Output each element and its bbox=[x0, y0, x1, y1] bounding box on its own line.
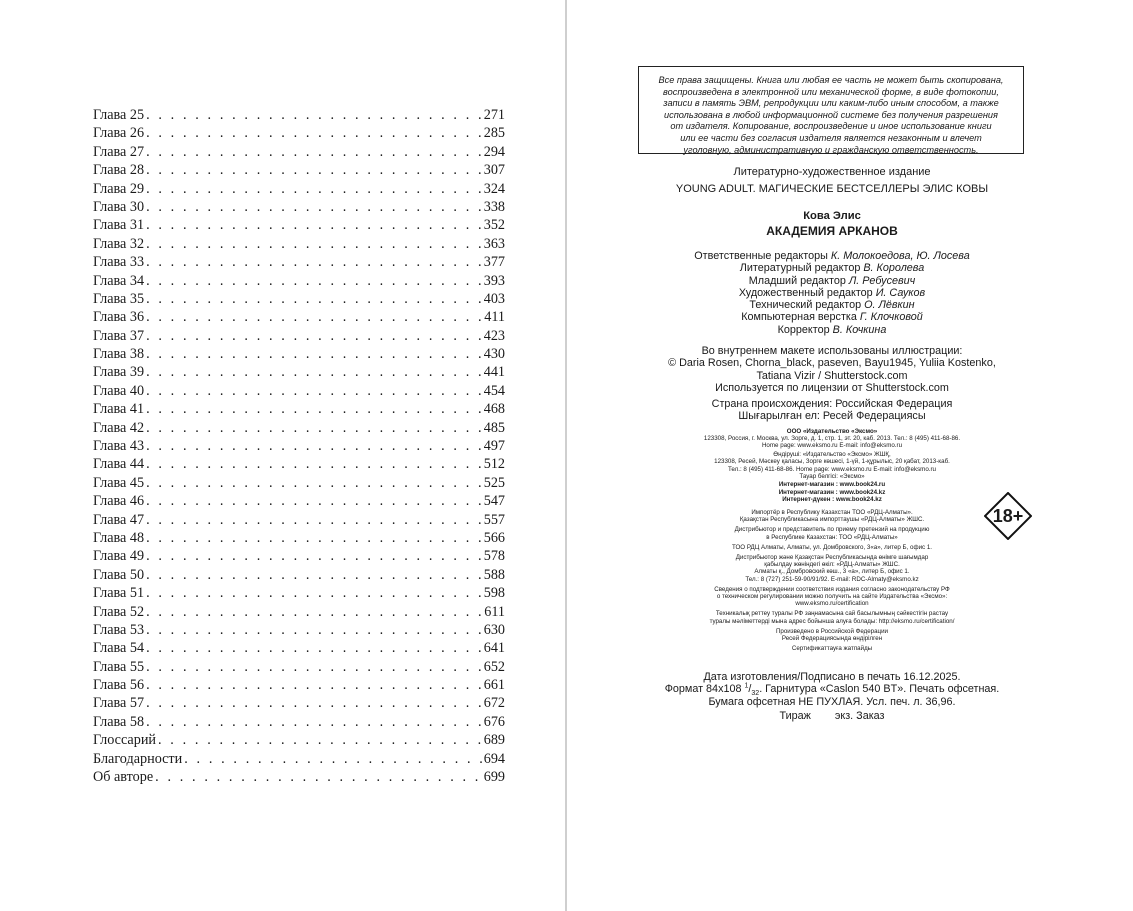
credit-line bbox=[637, 311, 1027, 323]
toc-dot-leader bbox=[146, 327, 482, 345]
toc-entry bbox=[93, 584, 505, 602]
toc-entry bbox=[93, 161, 505, 179]
toc-entry-page: 611 bbox=[484, 603, 505, 620]
toc-entry bbox=[93, 143, 505, 161]
importer-line: туралы мәліметтерді мына адрес бойынша алуға болады: http://eksmo.ru/certification/ bbox=[709, 617, 955, 625]
importer-line: Алматы қ., Домбровский көш., 3 «а», литер Б, офис 1. bbox=[754, 568, 910, 576]
toc-entry-title: Глава 50 bbox=[93, 566, 145, 583]
toc-entry bbox=[93, 124, 505, 142]
toc-dot-leader bbox=[146, 308, 482, 326]
toc-entry-title: Глава 54 bbox=[93, 640, 145, 657]
toc-entry-title: Глава 29 bbox=[93, 180, 145, 197]
toc-entry-page: 525 bbox=[483, 474, 505, 491]
format-fraction-denominator: 32 bbox=[751, 690, 760, 698]
toc-entry-title: Глава 39 bbox=[93, 364, 145, 381]
toc-dot-leader bbox=[158, 731, 482, 749]
toc-entry bbox=[93, 235, 505, 253]
toc-dot-leader bbox=[146, 419, 482, 437]
toc-dot-leader bbox=[146, 180, 482, 198]
toc-entry-title: Глава 43 bbox=[93, 438, 145, 455]
toc-entry-title: Глава 35 bbox=[93, 290, 145, 307]
toc-entry-page: 497 bbox=[483, 438, 505, 455]
toc-entry bbox=[93, 492, 505, 510]
toc-entry-page: 454 bbox=[483, 382, 505, 399]
credit-line bbox=[637, 299, 1027, 311]
toc-entry-title: Глава 47 bbox=[93, 511, 145, 528]
toc-entry bbox=[93, 345, 505, 363]
toc-entry bbox=[93, 308, 505, 326]
toc-dot-leader bbox=[146, 400, 482, 418]
toc-entry bbox=[93, 603, 505, 621]
toc-entry bbox=[93, 547, 505, 565]
toc-entry-title: Глава 42 bbox=[93, 419, 145, 436]
toc-entry-page: 630 bbox=[483, 621, 505, 638]
toc-entry-title: Благодарности bbox=[93, 750, 183, 767]
credit-line bbox=[637, 287, 1027, 299]
importer-line: Ресей Федерациясында өндірілген bbox=[781, 635, 883, 643]
credit-name: Г. Клочковой bbox=[859, 311, 923, 324]
credit-line bbox=[637, 250, 1027, 262]
paper-info: Бумага офсетная НЕ ПУХЛАЯ. Усл. печ. л. 36,96. bbox=[708, 695, 956, 708]
book-header bbox=[637, 209, 1027, 239]
toc-entry-page: 363 bbox=[483, 235, 505, 252]
toc-entry-page: 661 bbox=[483, 677, 505, 694]
table-of-contents bbox=[93, 106, 505, 786]
toc-entry bbox=[93, 474, 505, 492]
toc-entry-page: 393 bbox=[483, 272, 505, 289]
toc-entry-title: Глава 58 bbox=[93, 713, 145, 730]
toc-entry bbox=[93, 253, 505, 271]
toc-entry bbox=[93, 327, 505, 345]
copyright-line: воспроизведена в электронной или механической форме, в виде фотокопии, bbox=[663, 86, 999, 97]
importer-line: Дистрибьютор және Қазақстан Республикасында өнімге шағымдар bbox=[735, 554, 929, 562]
right-page bbox=[567, 0, 1133, 911]
publisher-line: Интернет-магазин : www.book24.ru bbox=[778, 481, 886, 489]
country-of-origin bbox=[637, 398, 1027, 423]
toc-dot-leader bbox=[146, 584, 482, 602]
credit-name: Л. Ребусевич bbox=[848, 274, 916, 287]
toc-entry-page: 694 bbox=[483, 750, 505, 767]
toc-entry-title: Глава 45 bbox=[93, 474, 145, 491]
toc-entry bbox=[93, 566, 505, 584]
toc-entry-page: 652 bbox=[483, 658, 505, 675]
toc-dot-leader bbox=[146, 382, 482, 400]
credit-role: Ответственные редакторы bbox=[694, 250, 828, 262]
toc-dot-leader bbox=[146, 694, 482, 712]
toc-entry-title: Глава 27 bbox=[93, 143, 145, 160]
publisher-line: ООО «Издательство «Эксмо» bbox=[786, 428, 878, 435]
toc-entry-page: 547 bbox=[483, 493, 505, 510]
importer-line: о техническом регулировании можно получить на сайте Издательства «Эксмо»: bbox=[716, 593, 948, 601]
toc-entry-page: 338 bbox=[483, 198, 505, 215]
toc-entry-page: 271 bbox=[483, 106, 505, 123]
toc-dot-leader bbox=[146, 529, 482, 547]
illustration-line: Tatiana Vizir / Shutterstock.com bbox=[756, 369, 908, 382]
toc-dot-leader bbox=[155, 768, 482, 786]
print-run: Тираж экз. Заказ bbox=[779, 709, 885, 722]
age-rating-badge bbox=[984, 492, 1032, 540]
toc-entry bbox=[93, 639, 505, 657]
illustration-line: Используется по лицензии от Shutterstock.com bbox=[715, 381, 949, 394]
toc-dot-leader bbox=[146, 566, 482, 584]
toc-dot-leader bbox=[146, 603, 482, 621]
toc-entry bbox=[93, 363, 505, 381]
toc-entry-title: Глава 44 bbox=[93, 456, 145, 473]
toc-entry-title: Глава 57 bbox=[93, 695, 145, 712]
toc-dot-leader bbox=[146, 713, 482, 731]
publisher-line: Интернет-магазин : www.book24.kz bbox=[778, 488, 886, 496]
copyright-line: от издателя. Копирование, воспроизведение и иное использование книги bbox=[670, 121, 992, 132]
toc-dot-leader bbox=[146, 363, 482, 381]
toc-entry bbox=[93, 198, 505, 216]
publisher-line: Тел.: 8 (495) 411-68-86. Home page: www.eksmo.ru E-mail: info@eksmo.ru bbox=[728, 465, 936, 473]
toc-dot-leader bbox=[146, 143, 482, 161]
importer-line: Техникалық реттеу туралы РФ заңнамасына сай басылымның сәйкестігін растау bbox=[715, 610, 949, 618]
toc-entry-page: 512 bbox=[483, 456, 505, 473]
toc-entry-title: Глава 30 bbox=[93, 198, 145, 215]
toc-entry-page: 676 bbox=[483, 713, 505, 730]
author-name: Кова Элис bbox=[803, 210, 861, 222]
toc-dot-leader bbox=[146, 345, 482, 363]
importer-line: Қазақстан Республикасына импорттаушы «РДЦ-Алматы» ЖШС. bbox=[739, 516, 925, 524]
toc-dot-leader bbox=[146, 547, 482, 565]
credit-role: Младший редактор bbox=[748, 274, 846, 287]
toc-dot-leader bbox=[146, 455, 482, 473]
editorial-credits bbox=[637, 250, 1027, 336]
toc-entry-page: 411 bbox=[484, 309, 505, 326]
toc-dot-leader bbox=[146, 216, 482, 234]
publisher-line: Интернет-дүкен : www.book24.kz bbox=[782, 495, 882, 503]
toc-dot-leader bbox=[146, 272, 482, 290]
toc-entry-title: Глава 25 bbox=[93, 106, 145, 123]
importer-line: ТОО РДЦ Алматы, Алматы, ул. Домбровского, 3«а», литер Б, офис 1. bbox=[731, 543, 933, 551]
format-prefix: Формат 84x108 bbox=[664, 683, 742, 696]
toc-dot-leader bbox=[146, 290, 482, 308]
toc-entry-page: 689 bbox=[483, 732, 505, 749]
toc-entry bbox=[93, 621, 505, 639]
toc-entry-page: 377 bbox=[483, 254, 505, 271]
toc-dot-leader bbox=[146, 198, 482, 216]
toc-entry bbox=[93, 400, 505, 418]
publisher-line: 123308, Россия, г. Москва, ул. Зорге, д. 1, стр. 1, эт. 20, каб. 2013. Тел.: 8 (495) 411-68-86. bbox=[703, 435, 961, 443]
toc-entry bbox=[93, 750, 505, 768]
toc-entry-title: Глава 52 bbox=[93, 603, 145, 620]
illustration-line: © Daria Rosen, Chorna_black, paseven, Bayu1945, Yuliia Kostenko, bbox=[668, 357, 996, 370]
credit-role: Корректор bbox=[777, 323, 830, 336]
credit-line bbox=[637, 262, 1027, 274]
illustration-line: Во внутреннем макете использованы иллюстрации: bbox=[701, 345, 963, 357]
toc-dot-leader bbox=[146, 621, 482, 639]
toc-entry bbox=[93, 713, 505, 731]
toc-entry-title: Глава 49 bbox=[93, 548, 145, 565]
toc-entry-title: Глава 36 bbox=[93, 309, 145, 326]
toc-entry bbox=[93, 731, 505, 749]
toc-entry-title: Глава 32 bbox=[93, 235, 145, 252]
toc-entry-title: Глава 34 bbox=[93, 272, 145, 289]
toc-entry-title: Глава 46 bbox=[93, 493, 145, 510]
toc-entry-title: Глава 40 bbox=[93, 382, 145, 399]
toc-entry-page: 285 bbox=[483, 125, 505, 142]
toc-entry-page: 485 bbox=[483, 419, 505, 436]
toc-entry-page: 324 bbox=[483, 180, 505, 197]
credit-name: И. Сауков bbox=[875, 286, 926, 299]
production-info bbox=[637, 671, 1027, 722]
toc-entry bbox=[93, 676, 505, 694]
importer-line: қабылдау жөніндегі өкіл: «РДЦ-Алматы» ЖШС. bbox=[764, 561, 900, 569]
toc-entry-page: 578 bbox=[483, 548, 505, 565]
importer-line: Произведено в Российской Федерации bbox=[775, 627, 889, 635]
credit-role: Литературный редактор bbox=[739, 262, 861, 275]
importer-line: Сертификаттауға жатпайды bbox=[791, 645, 873, 653]
toc-entry bbox=[93, 658, 505, 676]
toc-dot-leader bbox=[146, 437, 482, 455]
format-suffix: . Гарнитура «Caslon 540 BT». Печать офсетная. bbox=[759, 683, 1000, 696]
toc-entry bbox=[93, 768, 505, 786]
toc-entry-page: 672 bbox=[483, 695, 505, 712]
toc-entry bbox=[93, 216, 505, 234]
toc-entry bbox=[93, 382, 505, 400]
format-fraction-numerator: 1 bbox=[744, 682, 749, 690]
toc-dot-leader bbox=[146, 106, 482, 124]
toc-entry-title: Глоссарий bbox=[93, 732, 157, 749]
toc-entry-title: Глава 37 bbox=[93, 327, 145, 344]
toc-dot-leader bbox=[146, 639, 482, 657]
publisher-line: Өндіруші: «Издательство «Эксмо» ЖШҚ, bbox=[773, 451, 891, 459]
toc-entry-title: Глава 55 bbox=[93, 658, 145, 675]
toc-entry-page: 352 bbox=[483, 217, 505, 234]
toc-entry-page: 430 bbox=[483, 346, 505, 363]
toc-entry-title: Об авторе bbox=[93, 769, 154, 786]
toc-entry-page: 598 bbox=[483, 585, 505, 602]
publisher-fine-print bbox=[637, 428, 1027, 503]
edition-info bbox=[637, 166, 1027, 196]
toc-entry-title: Глава 31 bbox=[93, 217, 145, 234]
toc-entry bbox=[93, 272, 505, 290]
toc-entry bbox=[93, 437, 505, 455]
copyright-line: или ее части без согласия издателя является незаконным и влечет bbox=[680, 132, 982, 143]
print-date: Дата изготовления/Подписано в печать 16.12.2025. bbox=[703, 671, 961, 683]
toc-entry-page: 441 bbox=[483, 364, 505, 381]
toc-entry-title: Глава 26 bbox=[93, 125, 145, 142]
toc-entry bbox=[93, 695, 505, 713]
toc-entry-page: 423 bbox=[483, 327, 505, 344]
toc-entry-title: Глава 33 bbox=[93, 254, 145, 271]
toc-entry-title: Глава 53 bbox=[93, 621, 145, 638]
toc-entry-page: 699 bbox=[483, 769, 505, 786]
left-page bbox=[0, 0, 565, 911]
toc-entry-page: 557 bbox=[483, 511, 505, 528]
importer-line: Сведения о подтверждении соответствия издания согласно законодательству РФ bbox=[714, 585, 950, 593]
copyright-line: использована в любой информационной системе без получения разрешения bbox=[664, 109, 998, 120]
format-line: Формат 84x108 $^1/_{32}$. Гарнитура «Caslon 540 BT». Печать офсетная. bbox=[664, 682, 1000, 698]
toc-entry-title: Глава 51 bbox=[93, 585, 145, 602]
credit-name: К. Молокоедова, Ю. Лосева bbox=[830, 250, 970, 262]
toc-entry bbox=[93, 106, 505, 124]
toc-dot-leader bbox=[146, 492, 482, 510]
toc-entry bbox=[93, 419, 505, 437]
toc-entry bbox=[93, 511, 505, 529]
series-title: YOUNG ADULT. МАГИЧЕСКИЕ БЕСТСЕЛЛЕРЫ ЭЛИС КОВЫ bbox=[675, 182, 989, 195]
credit-name: В. Кочкина bbox=[832, 323, 887, 336]
toc-dot-leader bbox=[184, 750, 481, 768]
toc-dot-leader bbox=[146, 676, 482, 694]
edition-type: Литературно-художественное издание bbox=[733, 166, 931, 178]
toc-entry-page: 403 bbox=[483, 290, 505, 307]
importer-line: в Республике Казахстан: ТОО «РДЦ-Алматы» bbox=[766, 533, 898, 541]
toc-entry-title: Глава 56 bbox=[93, 677, 145, 694]
toc-dot-leader bbox=[146, 124, 482, 142]
toc-entry-title: Глава 48 bbox=[93, 529, 145, 546]
toc-entry-title: Глава 38 bbox=[93, 346, 145, 363]
toc-entry bbox=[93, 290, 505, 308]
credit-role: Технический редактор bbox=[749, 299, 862, 312]
importer-line: www.eksmo.ru/certification bbox=[795, 600, 869, 608]
toc-entry-page: 468 bbox=[483, 401, 505, 418]
origin-line: Страна происхождения: Российская Федерация bbox=[711, 398, 953, 410]
toc-entry-page: 588 bbox=[483, 566, 505, 583]
publisher-line: Home page: www.eksmo.ru E-mail: info@eksmo.ru bbox=[761, 442, 903, 450]
toc-entry-page: 641 bbox=[483, 640, 505, 657]
importer-line: Тел.: 8 (727) 251-59-90/91/92. E-mail: RDC-Almaty@eksmo.kz bbox=[745, 575, 919, 583]
toc-entry bbox=[93, 180, 505, 198]
importer-fine-print bbox=[637, 509, 1027, 652]
credit-line bbox=[637, 324, 1027, 336]
credit-role: Художественный редактор bbox=[738, 286, 873, 299]
toc-entry-page: 566 bbox=[483, 529, 505, 546]
credit-role: Компьютерная верстка bbox=[741, 311, 857, 324]
age-rating-text: 18+ bbox=[992, 506, 1024, 526]
credit-line bbox=[637, 275, 1027, 287]
publisher-line: Тауар белгісі: «Эксмо» bbox=[799, 472, 865, 480]
credit-name: О. Лёвкин bbox=[864, 299, 915, 312]
copyright-line: уголовную, административную и гражданскую ответственность. bbox=[683, 144, 979, 155]
toc-entry bbox=[93, 529, 505, 547]
copyright-line: записи в память ЭВМ, репродукции или каким-либо иным способом, а также bbox=[663, 98, 999, 109]
publisher-line: 123308, Ресей, Мәскеу қаласы, Зорге көшесі, 1-үй, 1-құрылыс, 20 қабат, 2013-каб. bbox=[714, 458, 950, 466]
toc-dot-leader bbox=[146, 474, 482, 492]
toc-entry-page: 307 bbox=[483, 162, 505, 179]
copyright-line: Все права защищены. Книга или любая ее часть не может быть скопирована, bbox=[658, 75, 1004, 85]
toc-dot-leader bbox=[146, 658, 482, 676]
toc-entry-page: 294 bbox=[483, 143, 505, 160]
toc-dot-leader bbox=[146, 511, 482, 529]
book-title: АКАДЕМИЯ АРКАНОВ bbox=[766, 224, 898, 238]
illustration-credits bbox=[637, 345, 1027, 394]
importer-line: Импортёр в Республику Казахстан ТОО «РДЦ-Алматы». bbox=[751, 509, 913, 516]
toc-dot-leader bbox=[146, 253, 482, 271]
origin-line: Шығарылған ел: Ресей Федерациясы bbox=[738, 410, 926, 423]
importer-line: Дистрибьютор и представитель по приему претензий на продукцию bbox=[734, 526, 930, 534]
toc-dot-leader bbox=[146, 161, 482, 179]
credit-name: В. Королева bbox=[863, 262, 925, 275]
copyright-notice-box bbox=[638, 66, 1024, 154]
toc-entry-title: Глава 41 bbox=[93, 401, 145, 418]
toc-dot-leader bbox=[146, 235, 482, 253]
toc-entry bbox=[93, 455, 505, 473]
toc-entry-title: Глава 28 bbox=[93, 162, 145, 179]
